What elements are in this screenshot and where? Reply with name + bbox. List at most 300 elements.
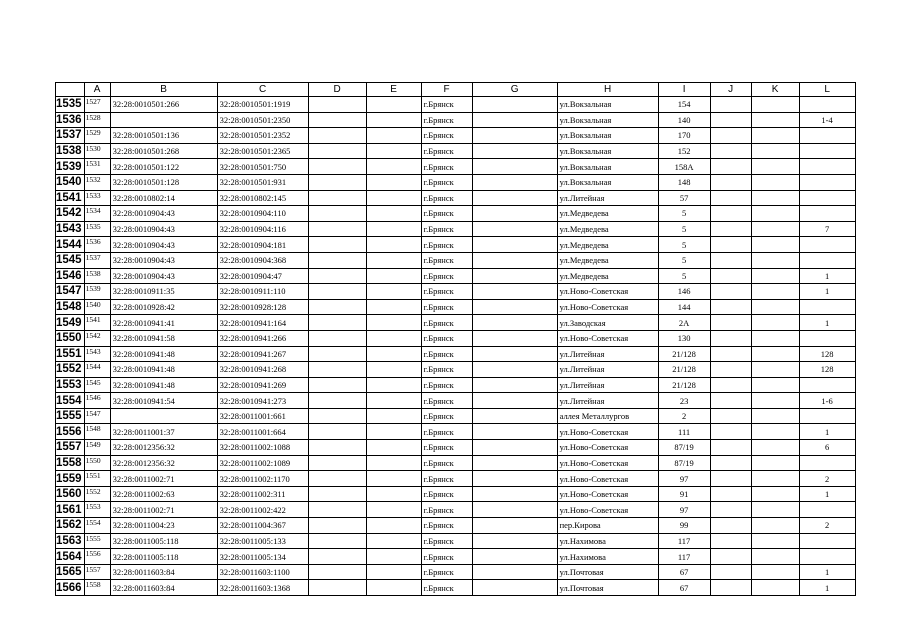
cell-j[interactable]: [710, 486, 751, 502]
cell-k[interactable]: [751, 268, 799, 284]
row-number-cell[interactable]: 1563: [56, 533, 85, 549]
cell-k[interactable]: [751, 502, 799, 518]
cell-c[interactable]: 32:28:0010941:266: [217, 330, 308, 346]
cell-e[interactable]: [366, 533, 421, 549]
cell-k[interactable]: [751, 564, 799, 580]
cell-a[interactable]: 1544: [84, 362, 110, 378]
cell-j[interactable]: [710, 549, 751, 565]
cell-e[interactable]: [366, 580, 421, 596]
cell-i[interactable]: 111: [658, 424, 710, 440]
cell-f[interactable]: г.Брянск: [421, 315, 472, 331]
cell-k[interactable]: [751, 424, 799, 440]
cell-j[interactable]: [710, 268, 751, 284]
cell-a[interactable]: 1547: [84, 408, 110, 424]
row-number-cell[interactable]: 1564: [56, 549, 85, 565]
cell-l[interactable]: 1: [799, 424, 855, 440]
row-number-cell[interactable]: 1548: [56, 299, 85, 315]
cell-g[interactable]: [472, 206, 557, 222]
cell-a[interactable]: 1534: [84, 206, 110, 222]
cell-k[interactable]: [751, 533, 799, 549]
cell-e[interactable]: [366, 377, 421, 393]
cell-d[interactable]: [308, 455, 366, 471]
cell-a[interactable]: 1557: [84, 564, 110, 580]
cell-h[interactable]: ул.Ново-Советская: [557, 284, 658, 300]
cell-b[interactable]: [110, 112, 217, 128]
cell-c[interactable]: 32:28:0010802:145: [217, 190, 308, 206]
cell-d[interactable]: [308, 393, 366, 409]
cell-a[interactable]: 1532: [84, 174, 110, 190]
cell-k[interactable]: [751, 330, 799, 346]
cell-k[interactable]: [751, 252, 799, 268]
cell-j[interactable]: [710, 408, 751, 424]
cell-c[interactable]: 32:28:0011603:1100: [217, 564, 308, 580]
cell-e[interactable]: [366, 440, 421, 456]
cell-l[interactable]: 1-4: [799, 112, 855, 128]
row-number-cell[interactable]: 1566: [56, 580, 85, 596]
row-number-cell[interactable]: 1544: [56, 237, 85, 253]
row-number-cell[interactable]: 1556: [56, 424, 85, 440]
cell-j[interactable]: [710, 455, 751, 471]
cell-i[interactable]: 5: [658, 237, 710, 253]
cell-a[interactable]: 1555: [84, 533, 110, 549]
cell-g[interactable]: [472, 564, 557, 580]
cell-f[interactable]: г.Брянск: [421, 486, 472, 502]
cell-g[interactable]: [472, 143, 557, 159]
cell-h[interactable]: ул.Ново-Советская: [557, 502, 658, 518]
cell-c[interactable]: 32:28:0010501:2352: [217, 128, 308, 144]
cell-j[interactable]: [710, 143, 751, 159]
column-header-g[interactable]: G: [472, 83, 557, 97]
cell-l[interactable]: [799, 97, 855, 113]
cell-h[interactable]: ул.Нахимова: [557, 549, 658, 565]
cell-f[interactable]: г.Брянск: [421, 549, 472, 565]
cell-f[interactable]: г.Брянск: [421, 143, 472, 159]
cell-d[interactable]: [308, 330, 366, 346]
row-number-cell[interactable]: 1559: [56, 471, 85, 487]
cell-b[interactable]: 32:28:0010904:43: [110, 221, 217, 237]
cell-c[interactable]: 32:28:0010941:273: [217, 393, 308, 409]
cell-k[interactable]: [751, 362, 799, 378]
cell-i[interactable]: 97: [658, 471, 710, 487]
cell-d[interactable]: [308, 112, 366, 128]
cell-i[interactable]: 148: [658, 174, 710, 190]
cell-b[interactable]: 32:28:0011004:23: [110, 518, 217, 534]
cell-f[interactable]: г.Брянск: [421, 533, 472, 549]
cell-a[interactable]: 1527: [84, 97, 110, 113]
cell-h[interactable]: ул.Медведева: [557, 221, 658, 237]
cell-j[interactable]: [710, 299, 751, 315]
cell-f[interactable]: г.Брянск: [421, 128, 472, 144]
cell-i[interactable]: 154: [658, 97, 710, 113]
cell-l[interactable]: [799, 455, 855, 471]
cell-d[interactable]: [308, 518, 366, 534]
cell-c[interactable]: 32:28:0010904:110: [217, 206, 308, 222]
column-header-k[interactable]: K: [751, 83, 799, 97]
cell-e[interactable]: [366, 190, 421, 206]
cell-k[interactable]: [751, 471, 799, 487]
cell-c[interactable]: 32:28:0010911:110: [217, 284, 308, 300]
column-header-i[interactable]: I: [658, 83, 710, 97]
cell-b[interactable]: 32:28:0010904:43: [110, 252, 217, 268]
cell-j[interactable]: [710, 315, 751, 331]
cell-j[interactable]: [710, 518, 751, 534]
cell-f[interactable]: г.Брянск: [421, 377, 472, 393]
cell-f[interactable]: г.Брянск: [421, 502, 472, 518]
cell-j[interactable]: [710, 97, 751, 113]
cell-a[interactable]: 1556: [84, 549, 110, 565]
cell-l[interactable]: 128: [799, 346, 855, 362]
cell-d[interactable]: [308, 424, 366, 440]
cell-d[interactable]: [308, 440, 366, 456]
cell-e[interactable]: [366, 221, 421, 237]
cell-i[interactable]: 67: [658, 580, 710, 596]
cell-k[interactable]: [751, 284, 799, 300]
cell-i[interactable]: 5: [658, 268, 710, 284]
cell-k[interactable]: [751, 112, 799, 128]
cell-c[interactable]: 32:28:0011002:311: [217, 486, 308, 502]
cell-l[interactable]: [799, 377, 855, 393]
cell-i[interactable]: 130: [658, 330, 710, 346]
cell-i[interactable]: 5: [658, 252, 710, 268]
cell-c[interactable]: 32:28:0010941:267: [217, 346, 308, 362]
cell-e[interactable]: [366, 315, 421, 331]
cell-b[interactable]: 32:28:0011002:63: [110, 486, 217, 502]
cell-k[interactable]: [751, 221, 799, 237]
cell-c[interactable]: 32:28:0011002:1088: [217, 440, 308, 456]
cell-k[interactable]: [751, 315, 799, 331]
cell-f[interactable]: г.Брянск: [421, 580, 472, 596]
cell-g[interactable]: [472, 330, 557, 346]
cell-i[interactable]: 57: [658, 190, 710, 206]
cell-j[interactable]: [710, 346, 751, 362]
cell-i[interactable]: 87/19: [658, 455, 710, 471]
cell-c[interactable]: 32:28:0011002:1089: [217, 455, 308, 471]
cell-c[interactable]: 32:28:0011004:367: [217, 518, 308, 534]
cell-b[interactable]: 32:28:0010904:43: [110, 268, 217, 284]
cell-f[interactable]: г.Брянск: [421, 455, 472, 471]
cell-e[interactable]: [366, 128, 421, 144]
cell-h[interactable]: ул.Ново-Советская: [557, 471, 658, 487]
cell-a[interactable]: 1550: [84, 455, 110, 471]
cell-f[interactable]: г.Брянск: [421, 268, 472, 284]
cell-c[interactable]: 32:28:0010501:931: [217, 174, 308, 190]
cell-b[interactable]: 32:28:0010911:35: [110, 284, 217, 300]
cell-i[interactable]: 158А: [658, 159, 710, 175]
cell-l[interactable]: [799, 174, 855, 190]
cell-b[interactable]: 32:28:0010501:128: [110, 174, 217, 190]
cell-e[interactable]: [366, 97, 421, 113]
cell-e[interactable]: [366, 393, 421, 409]
row-number-cell[interactable]: 1541: [56, 190, 85, 206]
cell-j[interactable]: [710, 564, 751, 580]
cell-l[interactable]: [799, 143, 855, 159]
cell-g[interactable]: [472, 377, 557, 393]
cell-g[interactable]: [472, 362, 557, 378]
cell-j[interactable]: [710, 128, 751, 144]
cell-d[interactable]: [308, 549, 366, 565]
cell-g[interactable]: [472, 502, 557, 518]
column-header-d[interactable]: D: [308, 83, 366, 97]
cell-b[interactable]: 32:28:0010904:43: [110, 206, 217, 222]
cell-f[interactable]: г.Брянск: [421, 112, 472, 128]
cell-b[interactable]: 32:28:0011603:84: [110, 564, 217, 580]
cell-k[interactable]: [751, 455, 799, 471]
cell-b[interactable]: 32:28:0010501:122: [110, 159, 217, 175]
cell-h[interactable]: ул.Вокзальная: [557, 97, 658, 113]
column-header-f[interactable]: F: [421, 83, 472, 97]
cell-g[interactable]: [472, 580, 557, 596]
cell-l[interactable]: 2: [799, 518, 855, 534]
cell-f[interactable]: г.Брянск: [421, 252, 472, 268]
cell-h[interactable]: ул.Ново-Советская: [557, 440, 658, 456]
cell-c[interactable]: 32:28:0011002:1170: [217, 471, 308, 487]
cell-b[interactable]: 32:28:0010941:54: [110, 393, 217, 409]
cell-b[interactable]: 32:28:0010904:43: [110, 237, 217, 253]
cell-e[interactable]: [366, 486, 421, 502]
row-number-cell[interactable]: 1535: [56, 97, 85, 113]
row-number-cell[interactable]: 1539: [56, 159, 85, 175]
cell-g[interactable]: [472, 408, 557, 424]
cell-k[interactable]: [751, 299, 799, 315]
cell-j[interactable]: [710, 174, 751, 190]
cell-f[interactable]: г.Брянск: [421, 97, 472, 113]
cell-f[interactable]: г.Брянск: [421, 221, 472, 237]
cell-k[interactable]: [751, 486, 799, 502]
cell-h[interactable]: ул.Ново-Советская: [557, 486, 658, 502]
row-number-cell[interactable]: 1565: [56, 564, 85, 580]
cell-g[interactable]: [472, 393, 557, 409]
cell-g[interactable]: [472, 237, 557, 253]
column-header-e[interactable]: E: [366, 83, 421, 97]
row-number-cell[interactable]: 1554: [56, 393, 85, 409]
cell-h[interactable]: ул.Нахимова: [557, 533, 658, 549]
cell-e[interactable]: [366, 143, 421, 159]
cell-j[interactable]: [710, 284, 751, 300]
cell-l[interactable]: [799, 159, 855, 175]
cell-g[interactable]: [472, 346, 557, 362]
cell-j[interactable]: [710, 377, 751, 393]
cell-g[interactable]: [472, 486, 557, 502]
cell-i[interactable]: 87/19: [658, 440, 710, 456]
row-number-cell[interactable]: 1540: [56, 174, 85, 190]
cell-f[interactable]: г.Брянск: [421, 237, 472, 253]
cell-c[interactable]: 32:28:0011001:661: [217, 408, 308, 424]
cell-i[interactable]: 2: [658, 408, 710, 424]
cell-h[interactable]: ул.Вокзальная: [557, 174, 658, 190]
cell-b[interactable]: 32:28:0010941:41: [110, 315, 217, 331]
cell-a[interactable]: 1543: [84, 346, 110, 362]
cell-d[interactable]: [308, 299, 366, 315]
cell-a[interactable]: 1546: [84, 393, 110, 409]
cell-j[interactable]: [710, 440, 751, 456]
cell-j[interactable]: [710, 502, 751, 518]
cell-h[interactable]: ул.Медведева: [557, 268, 658, 284]
cell-f[interactable]: г.Брянск: [421, 424, 472, 440]
cell-f[interactable]: г.Брянск: [421, 362, 472, 378]
row-number-cell[interactable]: 1552: [56, 362, 85, 378]
cell-k[interactable]: [751, 206, 799, 222]
cell-l[interactable]: [799, 408, 855, 424]
cell-d[interactable]: [308, 346, 366, 362]
cell-e[interactable]: [366, 455, 421, 471]
cell-h[interactable]: ул.Литейная: [557, 190, 658, 206]
cell-g[interactable]: [472, 518, 557, 534]
cell-e[interactable]: [366, 252, 421, 268]
cell-g[interactable]: [472, 112, 557, 128]
row-number-cell[interactable]: 1536: [56, 112, 85, 128]
cell-i[interactable]: 91: [658, 486, 710, 502]
cell-b[interactable]: 32:28:0010501:136: [110, 128, 217, 144]
cell-k[interactable]: [751, 128, 799, 144]
cell-i[interactable]: 97: [658, 502, 710, 518]
cell-g[interactable]: [472, 97, 557, 113]
cell-j[interactable]: [710, 221, 751, 237]
row-number-cell[interactable]: 1543: [56, 221, 85, 237]
cell-c[interactable]: 32:28:0010941:268: [217, 362, 308, 378]
cell-i[interactable]: 117: [658, 549, 710, 565]
cell-h[interactable]: ул.Литейная: [557, 393, 658, 409]
cell-b[interactable]: 32:28:0011603:84: [110, 580, 217, 596]
cell-l[interactable]: [799, 206, 855, 222]
cell-f[interactable]: г.Брянск: [421, 408, 472, 424]
cell-a[interactable]: 1541: [84, 315, 110, 331]
cell-c[interactable]: 32:28:0010904:116: [217, 221, 308, 237]
cell-b[interactable]: 32:28:0012356:32: [110, 440, 217, 456]
cell-f[interactable]: г.Брянск: [421, 284, 472, 300]
cell-g[interactable]: [472, 315, 557, 331]
cell-e[interactable]: [366, 268, 421, 284]
row-number-cell[interactable]: 1560: [56, 486, 85, 502]
cell-d[interactable]: [308, 471, 366, 487]
cell-l[interactable]: [799, 330, 855, 346]
row-number-cell[interactable]: 1558: [56, 455, 85, 471]
row-number-cell[interactable]: 1551: [56, 346, 85, 362]
cell-g[interactable]: [472, 268, 557, 284]
cell-b[interactable]: [110, 408, 217, 424]
cell-j[interactable]: [710, 206, 751, 222]
cell-d[interactable]: [308, 206, 366, 222]
cell-d[interactable]: [308, 190, 366, 206]
cell-g[interactable]: [472, 284, 557, 300]
cell-f[interactable]: г.Брянск: [421, 518, 472, 534]
cell-i[interactable]: 144: [658, 299, 710, 315]
cell-k[interactable]: [751, 143, 799, 159]
cell-c[interactable]: 32:28:0010501:1919: [217, 97, 308, 113]
cell-c[interactable]: 32:28:0011002:422: [217, 502, 308, 518]
cell-i[interactable]: 21/128: [658, 346, 710, 362]
cell-a[interactable]: 1528: [84, 112, 110, 128]
cell-d[interactable]: [308, 486, 366, 502]
cell-a[interactable]: 1539: [84, 284, 110, 300]
cell-g[interactable]: [472, 190, 557, 206]
cell-b[interactable]: 32:28:0011002:71: [110, 471, 217, 487]
cell-b[interactable]: 32:28:0012356:32: [110, 455, 217, 471]
cell-l[interactable]: [799, 299, 855, 315]
cell-b[interactable]: 32:28:0010501:266: [110, 97, 217, 113]
cell-f[interactable]: г.Брянск: [421, 346, 472, 362]
cell-c[interactable]: 32:28:0011603:1368: [217, 580, 308, 596]
cell-c[interactable]: 32:28:0010501:2350: [217, 112, 308, 128]
cell-d[interactable]: [308, 502, 366, 518]
row-number-cell[interactable]: 1562: [56, 518, 85, 534]
cell-h[interactable]: пер.Кирова: [557, 518, 658, 534]
cell-e[interactable]: [366, 299, 421, 315]
cell-c[interactable]: 32:28:0011005:133: [217, 533, 308, 549]
cell-j[interactable]: [710, 580, 751, 596]
cell-g[interactable]: [472, 174, 557, 190]
cell-g[interactable]: [472, 424, 557, 440]
cell-h[interactable]: ул.Почтовая: [557, 580, 658, 596]
cell-k[interactable]: [751, 346, 799, 362]
cell-e[interactable]: [366, 502, 421, 518]
cell-f[interactable]: г.Брянск: [421, 190, 472, 206]
cell-c[interactable]: 32:28:0010941:269: [217, 377, 308, 393]
row-number-cell[interactable]: 1561: [56, 502, 85, 518]
cell-c[interactable]: 32:28:0010904:181: [217, 237, 308, 253]
cell-i[interactable]: 117: [658, 533, 710, 549]
cell-f[interactable]: г.Брянск: [421, 393, 472, 409]
cell-b[interactable]: 32:28:0010941:48: [110, 346, 217, 362]
cell-d[interactable]: [308, 159, 366, 175]
cell-a[interactable]: 1548: [84, 424, 110, 440]
cell-l[interactable]: 1: [799, 564, 855, 580]
column-header-b[interactable]: B: [110, 83, 217, 97]
column-header-j[interactable]: J: [710, 83, 751, 97]
cell-a[interactable]: 1551: [84, 471, 110, 487]
cell-e[interactable]: [366, 174, 421, 190]
cell-d[interactable]: [308, 252, 366, 268]
cell-c[interactable]: 32:28:0010904:47: [217, 268, 308, 284]
cell-j[interactable]: [710, 190, 751, 206]
column-header-c[interactable]: C: [217, 83, 308, 97]
cell-g[interactable]: [472, 128, 557, 144]
cell-l[interactable]: [799, 252, 855, 268]
cell-f[interactable]: г.Брянск: [421, 471, 472, 487]
cell-k[interactable]: [751, 174, 799, 190]
cell-i[interactable]: 21/128: [658, 377, 710, 393]
cell-g[interactable]: [472, 252, 557, 268]
cell-c[interactable]: 32:28:0010501:750: [217, 159, 308, 175]
cell-a[interactable]: 1545: [84, 377, 110, 393]
cell-i[interactable]: 5: [658, 206, 710, 222]
cell-j[interactable]: [710, 252, 751, 268]
cell-h[interactable]: ул.Вокзальная: [557, 143, 658, 159]
cell-a[interactable]: 1530: [84, 143, 110, 159]
cell-f[interactable]: г.Брянск: [421, 299, 472, 315]
cell-h[interactable]: ул.Медведева: [557, 206, 658, 222]
cell-c[interactable]: 32:28:0010928:128: [217, 299, 308, 315]
cell-e[interactable]: [366, 346, 421, 362]
cell-a[interactable]: 1536: [84, 237, 110, 253]
cell-h[interactable]: аллея Металлургов: [557, 408, 658, 424]
cell-b[interactable]: 32:28:0010802:14: [110, 190, 217, 206]
cell-e[interactable]: [366, 408, 421, 424]
cell-f[interactable]: г.Брянск: [421, 206, 472, 222]
cell-d[interactable]: [308, 533, 366, 549]
cell-d[interactable]: [308, 143, 366, 159]
cell-h[interactable]: ул.Вокзальная: [557, 159, 658, 175]
cell-l[interactable]: 1: [799, 486, 855, 502]
cell-d[interactable]: [308, 128, 366, 144]
cell-a[interactable]: 1542: [84, 330, 110, 346]
cell-c[interactable]: 32:28:0011001:664: [217, 424, 308, 440]
cell-h[interactable]: ул.Ново-Советская: [557, 299, 658, 315]
cell-a[interactable]: 1535: [84, 221, 110, 237]
cell-e[interactable]: [366, 564, 421, 580]
cell-a[interactable]: 1531: [84, 159, 110, 175]
cell-h[interactable]: ул.Ново-Советская: [557, 330, 658, 346]
cell-l[interactable]: 1: [799, 268, 855, 284]
